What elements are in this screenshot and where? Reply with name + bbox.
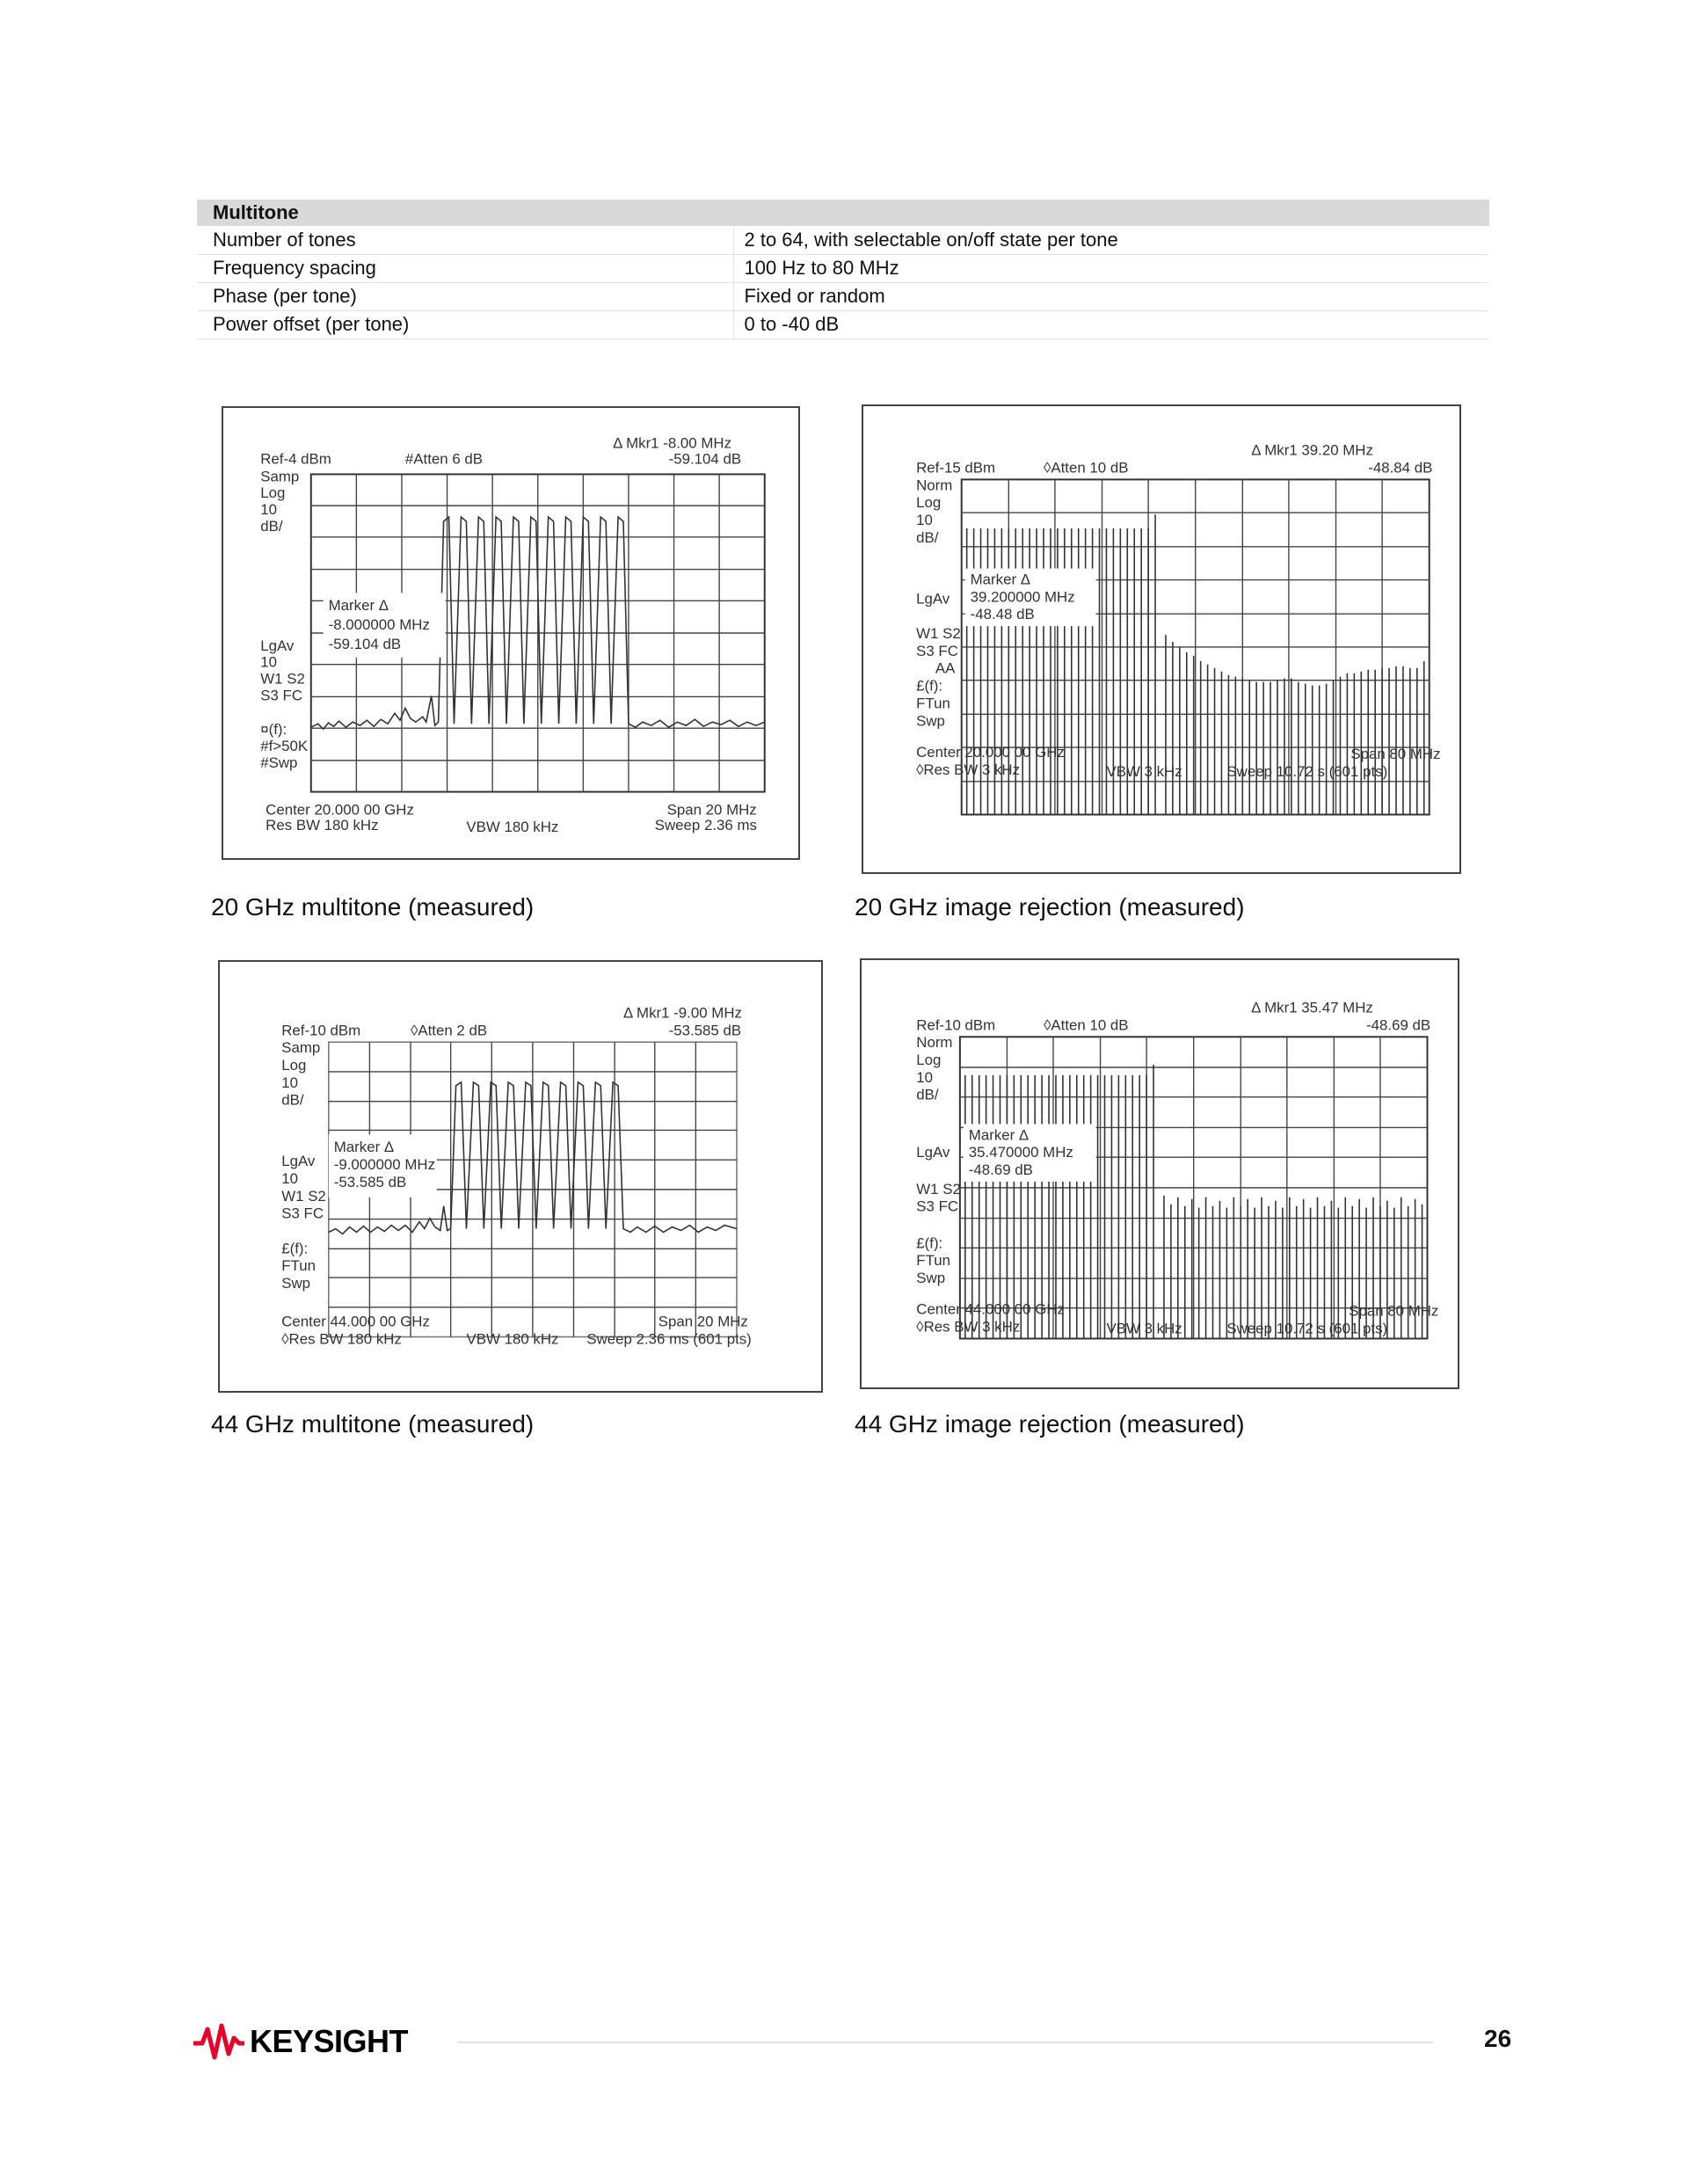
marker-box-level: -48.48 dB [970, 606, 1035, 623]
side-label: Swp [281, 1274, 311, 1292]
marker-readout-freq: Δ Mkr1 39.20 MHz [1251, 441, 1373, 459]
vbw-label: VBW 180 kHz [466, 1330, 559, 1348]
marker-box-freq: -9.000000 MHz [333, 1156, 436, 1174]
row-label: Number of tones [197, 226, 733, 254]
side-label: dB/ [260, 517, 283, 535]
marker-box-level: -59.104 dB [328, 635, 402, 652]
table-row [197, 282, 1489, 310]
spectrum-screenshot [223, 408, 798, 858]
vbw-label: VBW 3 kHz [1106, 1320, 1182, 1337]
side-label: W1 S2 [916, 625, 961, 643]
span-label: Span 80 MHz [1349, 1302, 1439, 1320]
side-label: 10 [916, 511, 933, 528]
side-label: dB/ [916, 528, 939, 546]
side-label: FTun [281, 1257, 316, 1275]
ref-level-label: Ref-10 dBm [281, 1022, 361, 1039]
center-freq-label: Center 44.000 00 GHz [916, 1300, 1065, 1318]
marker-box-title: Marker Δ [328, 597, 389, 615]
spectrum-screenshot [220, 962, 821, 1391]
side-label: W1 S2 [916, 1180, 961, 1198]
side-label: S3 FC [260, 687, 303, 704]
side-label: 10 [260, 501, 277, 519]
marker-box-title: Marker Δ [333, 1139, 395, 1156]
marker-readout-freq: Δ Mkr1 -9.00 MHz [623, 1004, 742, 1022]
spectrum-screenshot [863, 406, 1459, 872]
atten-label: ◊Atten 10 dB [1044, 1016, 1129, 1034]
side-label: FTun [916, 1252, 951, 1270]
page-number: 26 [1484, 2025, 1512, 2052]
row-value: 0 to -40 dB [733, 310, 1489, 339]
marker-readout-level: -48.84 dB [1368, 459, 1433, 477]
side-label: S3 FC [916, 642, 958, 659]
center-freq-label: Center 20.000 00 GHz [266, 801, 414, 819]
figure-20ghz-multitone [222, 406, 800, 860]
table-row [197, 254, 1489, 282]
figure-caption: 44 GHz image rejection (measured) [855, 1410, 1245, 1438]
marker-readout-freq: Δ Mkr1 -8.00 MHz [613, 434, 732, 452]
marker-readout-level: -53.585 dB [668, 1022, 742, 1039]
side-label: Log [916, 494, 942, 512]
side-label: Log [281, 1056, 307, 1074]
side-label: LgAv [281, 1153, 316, 1170]
rbw-label: Res BW 180 kHz [266, 817, 379, 834]
side-label: 10 [281, 1169, 298, 1187]
figure-44ghz-image-rejection [860, 958, 1459, 1389]
table-header-row [197, 200, 1489, 226]
atten-label: ◊Atten 10 dB [1044, 459, 1129, 477]
row-value: Fixed or random [733, 282, 1489, 310]
vbw-label: VBW 180 kHz [466, 819, 559, 836]
table-header: Multitone [197, 200, 1489, 226]
side-label: S3 FC [916, 1198, 959, 1215]
side-label: £(f): [281, 1240, 309, 1257]
sweep-label: Sweep 10.72 s (601 pts) [1226, 1320, 1388, 1337]
side-label: Samp [281, 1039, 321, 1057]
figure-caption: 20 GHz image rejection (measured) [855, 893, 1245, 921]
marker-readout-freq: Δ Mkr1 35.47 MHz [1251, 999, 1373, 1016]
side-label: £(f): [916, 677, 943, 695]
table-row [197, 310, 1489, 339]
side-label: #f>50K [260, 737, 309, 754]
keysight-wave-icon [193, 2022, 244, 2061]
figure-caption: 44 GHz multitone (measured) [211, 1410, 535, 1438]
vbw-label: VBW 3 kHz [1106, 762, 1182, 780]
rbw-label: ◊Res BW 3 kHz [916, 761, 1021, 778]
side-label: #Swp [260, 753, 298, 771]
marker-box-level: -48.69 dB [968, 1161, 1033, 1178]
side-label: S3 FC [281, 1205, 324, 1222]
spectrum-screenshot [862, 960, 1458, 1387]
side-label: £(f): [916, 1234, 943, 1252]
ref-level-label: Ref-4 dBm [260, 450, 331, 468]
side-label: FTun [916, 695, 950, 712]
marker-box-level: -53.585 dB [333, 1173, 407, 1190]
center-freq-label: Center 44.000 00 GHz [281, 1313, 430, 1330]
marker-box-freq: 39.200000 MHz [970, 588, 1075, 606]
side-label: LgAv [916, 1144, 950, 1161]
side-label: Norm [916, 1034, 953, 1052]
atten-label: ◊Atten 2 dB [411, 1022, 488, 1039]
ref-level-label: Ref-10 dBm [916, 1016, 996, 1034]
side-label: LgAv [916, 590, 950, 608]
side-label: Log [916, 1052, 942, 1069]
marker-box-title: Marker Δ [970, 571, 1031, 588]
sweep-label: Sweep 2.36 ms (601 pts) [586, 1330, 752, 1348]
side-label: Swp [916, 1269, 946, 1286]
table-row [197, 226, 1489, 254]
side-label: Norm [916, 477, 953, 494]
side-label: dB/ [916, 1086, 939, 1103]
span-label: Span 20 MHz [666, 801, 757, 819]
multitone-spec-table [197, 200, 1489, 339]
marker-readout-level: -48.69 dB [1366, 1016, 1431, 1034]
side-label: 10 [281, 1074, 298, 1091]
side-label: W1 S2 [260, 670, 305, 688]
row-label: Phase (per tone) [197, 282, 733, 310]
atten-label: #Atten 6 dB [404, 450, 484, 468]
side-label: Samp [260, 468, 300, 485]
side-label: 10 [916, 1068, 934, 1086]
rbw-label: ◊Res BW 3 kHz [916, 1318, 1021, 1336]
row-value: 2 to 64, with selectable on/off state per tone [733, 226, 1489, 254]
side-label: dB/ [281, 1091, 304, 1109]
side-label: LgAv [260, 637, 295, 654]
side-label: W1 S2 [281, 1187, 326, 1205]
ref-level-label: Ref-15 dBm [916, 459, 996, 477]
marker-readout-level: -59.104 dB [668, 450, 742, 468]
figure-caption: 20 GHz multitone (measured) [211, 893, 535, 921]
row-label: Power offset (per tone) [197, 310, 733, 339]
brand-wordmark: KEYSIGHT [250, 2023, 409, 2059]
side-label: Swp [916, 712, 945, 730]
row-label: Frequency spacing [197, 254, 733, 282]
figure-44ghz-multitone [218, 960, 823, 1393]
marker-box-title: Marker Δ [968, 1126, 1030, 1144]
span-label: Span 20 MHz [658, 1313, 748, 1330]
keysight-logo [193, 2022, 408, 2061]
side-label: AA [935, 659, 956, 677]
side-label: 10 [260, 653, 277, 671]
footer-divider [457, 2042, 1433, 2043]
rbw-label: ◊Res BW 180 kHz [281, 1330, 402, 1348]
figure-20ghz-image-rejection [862, 404, 1461, 874]
row-value: 100 Hz to 80 MHz [733, 254, 1489, 282]
side-label: Log [260, 484, 286, 502]
side-label: ¤(f): [260, 721, 287, 739]
marker-box-freq: -8.000000 MHz [328, 616, 430, 634]
sweep-label: Sweep 10.72 s (601 pts) [1226, 762, 1388, 780]
span-label: Span 80 MHz [1350, 745, 1441, 762]
graticule [960, 1037, 1428, 1338]
sweep-label: Sweep 2.36 ms [654, 817, 757, 834]
center-freq-label: Center 20.000 00 GHz [916, 743, 1065, 761]
marker-box-freq: 35.470000 MHz [968, 1144, 1073, 1161]
